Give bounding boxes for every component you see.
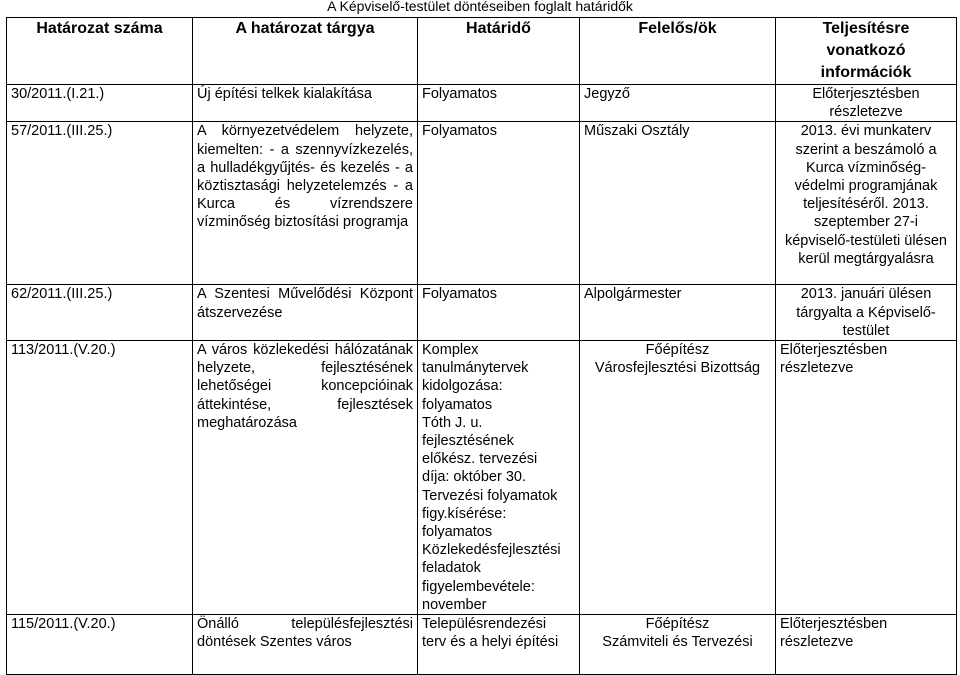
info-line: Kurca vízminőség- xyxy=(805,159,927,176)
resolution-subject: A város közlekedési hálózatának helyzete, fejlesztésének lehetőségei koncepcióinak áttekintése, fejlesztések meghatározása xyxy=(193,341,418,615)
header-subject: A határozat tárgya xyxy=(193,18,418,85)
deadlines-table xyxy=(6,17,957,675)
responsible-line: Városfejlesztési Bizottság xyxy=(594,360,761,377)
resolution-number: 62/2011.(III.25.) xyxy=(7,285,193,341)
info-line: 2013. évi munkaterv xyxy=(800,123,932,140)
table-row xyxy=(7,122,957,285)
info-cell xyxy=(776,615,957,675)
deadline-line: Tervezési folyamatok xyxy=(422,487,558,504)
table-row xyxy=(7,85,957,122)
info-line: testület xyxy=(842,322,890,339)
responsible-cell xyxy=(580,615,776,675)
header-info-line: Teljesítésre xyxy=(822,20,910,37)
info-cell xyxy=(776,341,957,615)
deadline-line: Közlekedésfejlesztési xyxy=(422,542,561,559)
info-line: képviselő-testületi ülésen xyxy=(784,232,947,249)
header-deadline: Határidő xyxy=(418,18,580,85)
table-row xyxy=(7,285,957,341)
deadline-cell xyxy=(418,341,580,615)
info-line: Előterjesztésben xyxy=(780,616,888,633)
deadline-cell: Folyamatos xyxy=(418,85,580,122)
deadline-line: terv és a helyi építési xyxy=(422,634,559,651)
deadline-line: Komplex xyxy=(422,342,479,359)
table-caption: A Képviselő-testület döntéseiben foglalt határidők xyxy=(327,0,633,14)
responsible-cell: Műszaki Osztály xyxy=(580,122,776,285)
responsible-line: Főépítész xyxy=(645,616,710,633)
deadline-line: díja: október 30. xyxy=(422,469,526,486)
deadline-line: Tóth J. u. xyxy=(422,414,483,431)
deadline-line: november xyxy=(422,596,487,613)
responsible-cell: Jegyző xyxy=(580,85,776,122)
responsible-cell: Alpolgármester xyxy=(580,285,776,341)
resolution-subject: A Szentesi Művelődési Központ átszervezése xyxy=(193,285,418,341)
header-responsible: Felelős/ök xyxy=(580,18,776,85)
info-line: kerül megtárgyalásra xyxy=(798,250,934,267)
deadline-line: figy.kísérése: xyxy=(422,505,507,522)
deadline-line: feladatok xyxy=(422,560,481,577)
resolution-number: 57/2011.(III.25.) xyxy=(7,122,193,285)
header-info xyxy=(776,18,957,85)
info-line: szeptember 27-i xyxy=(814,214,918,231)
resolution-number: 115/2011.(V.20.) xyxy=(7,615,193,675)
resolution-subject: A környezetvédelem helyzete, kiemelten: - a szennyvízkezelés, a hulladékgyűjtés- és kezelés - a köztisztasági helyzetelemzés - a Kurca és vízrendszere vízminőség biztosítási programja xyxy=(193,122,418,285)
info-line: 2013. januári ülésen xyxy=(800,286,932,303)
info-line: részletezve xyxy=(829,104,903,121)
info-cell xyxy=(776,285,957,341)
deadline-cell: Folyamatos xyxy=(418,285,580,341)
deadline-line: tanulmánytervek xyxy=(422,360,529,377)
resolution-number: 113/2011.(V.20.) xyxy=(7,341,193,615)
deadline-cell xyxy=(418,615,580,675)
responsible-line: Főépítész xyxy=(645,342,710,359)
info-line: teljesítéséről. 2013. xyxy=(803,196,929,213)
deadline-line: előkész. tervezési xyxy=(422,451,538,468)
deadline-line: kidolgozása: xyxy=(422,378,503,395)
deadline-line: figyelembevétele: xyxy=(422,578,535,595)
info-cell xyxy=(776,85,957,122)
info-line: védelmi programjának xyxy=(794,178,938,195)
deadline-line: Településrendezési xyxy=(422,616,547,633)
resolution-subject: Új építési telkek kialakítása xyxy=(193,85,418,122)
resolution-subject: Önálló településfejlesztési döntések Szentes város xyxy=(193,615,418,675)
responsible-cell xyxy=(580,341,776,615)
info-cell xyxy=(776,122,957,285)
deadline-line: folyamatos xyxy=(422,396,493,413)
info-line: tárgyalta a Képviselő- xyxy=(796,304,936,321)
info-line: Előterjesztésben xyxy=(812,86,920,102)
info-line: részletezve xyxy=(780,360,854,377)
table-row xyxy=(7,615,957,675)
info-line: szerint a beszámoló a xyxy=(795,141,937,158)
header-number: Határozat száma xyxy=(7,18,193,85)
resolution-number: 30/2011.(I.21.) xyxy=(7,85,193,122)
header-info-line: információk xyxy=(820,64,912,81)
deadline-cell: Folyamatos xyxy=(418,122,580,285)
info-line: Előterjesztésben xyxy=(780,342,888,359)
info-line: részletezve xyxy=(780,634,854,651)
header-row xyxy=(7,18,957,85)
deadline-line: fejlesztésének xyxy=(422,433,514,450)
deadline-line: folyamatos xyxy=(422,524,493,541)
header-info-line: vonatkozó xyxy=(826,42,906,59)
responsible-line: Számviteli és Tervezési xyxy=(602,634,753,651)
table-row xyxy=(7,341,957,615)
